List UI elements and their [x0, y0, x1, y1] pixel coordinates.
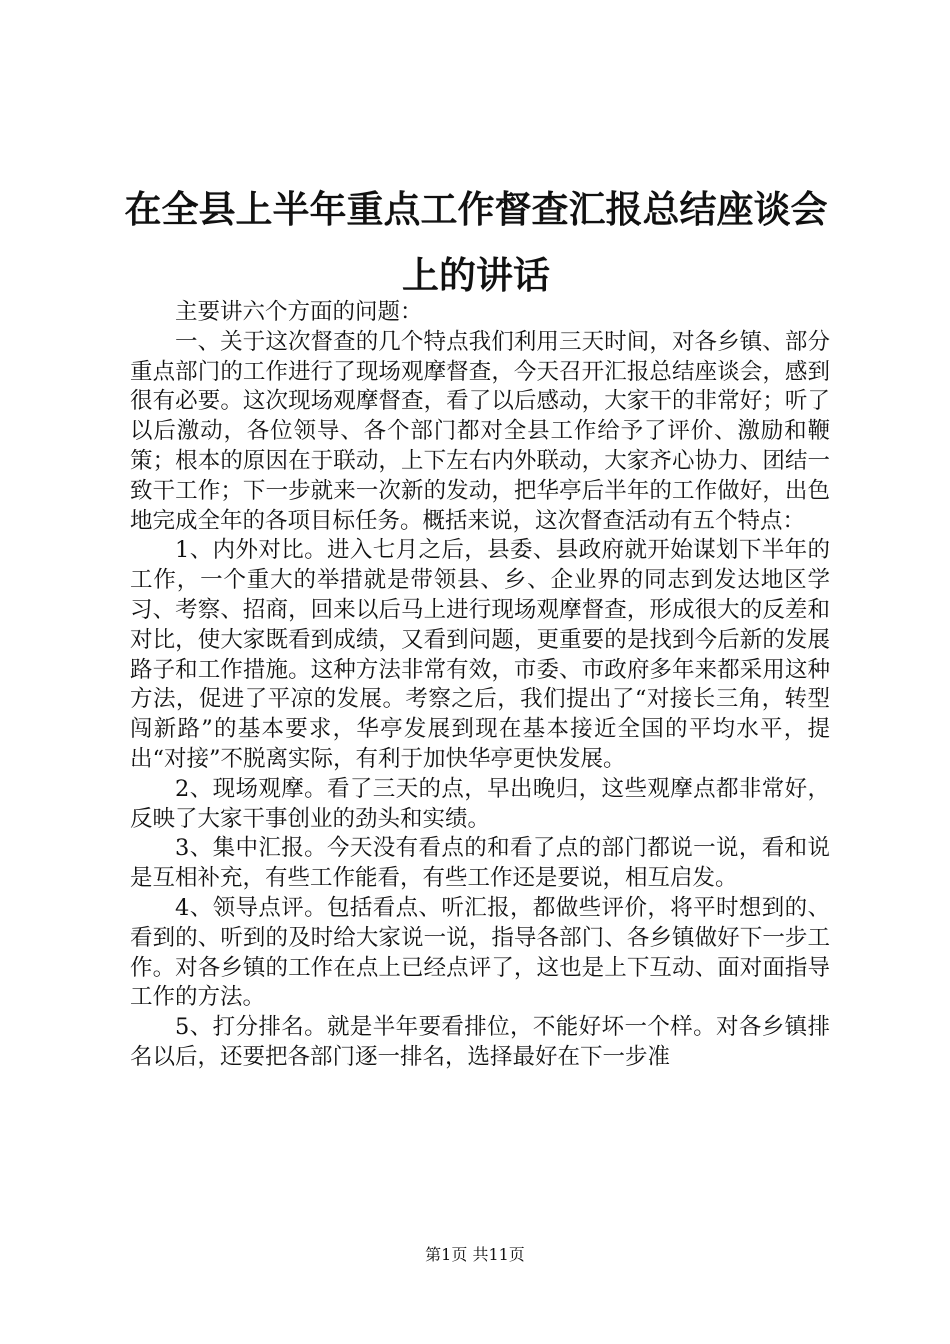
- paragraph-section-one: 一、关于这次督查的几个特点我们利用三天时间，对各乡镇、部分重点部门的工作进行了现场观摩督查，今天召开汇报总结座谈会，感到很有必要。这次现场观摩督查，看了以后感动，大家干的非常好；听了以后激动，各位领导、各个部门都对全县工作给予了评价、激励和鞭策；根本的原因在于联动，上下左右内外联动，大家齐心协力、团结一致干工作；下一步就来一次新的发动，把华亭后半年的工作做好，出色地完成全年的各项目标任务。概括来说，这次督查活动有五个特点：: [130, 328, 830, 534]
- document-title: 在全县上半年重点工作督查汇报总结座谈会上的讲话: [124, 187, 828, 297]
- paragraph-point-4: 4、领导点评。包括看点、听汇报，都做些评价，将平时想到的、看到的、听到的及时给大家说一说，指导各部门、各乡镇做好下一步工作。对各乡镇的工作在点上已经点评了，这也是上下互动、面对面指导工作的方法。: [130, 894, 830, 1011]
- paragraph-intro: 主要讲六个方面的问题：: [175, 299, 423, 325]
- paragraph-point-1: 1、内外对比。进入七月之后，县委、县政府就开始谋划下半年的工作，一个重大的举措就是带领县、乡、企业界的同志到发达地区学习、考察、招商，回来以后马上进行现场观摩督查，形成很大的反差和对比，使大家既看到成绩，又看到问题，更重要的是找到今后新的发展路子和工作措施。这种方法非常有效，市委、市政府多年来都采用这种方法，促进了平凉的发展。考察之后，我们提出了“对接长三角，转型闯新路”的基本要求，华亭发展到现在基本接近全国的平均水平，提出“对接”不脱离实际，有利于加快华亭更快发展。: [130, 537, 830, 772]
- document-body: [130, 298, 830, 1073]
- paragraph-point-2: 2、现场观摩。看了三天的点，早出晚归，这些观摩点都非常好，反映了大家干事创业的劲头和实绩。: [130, 775, 830, 832]
- page-number-footer: 第1页 共11页: [425, 1245, 525, 1264]
- paragraph-point-5: 5、打分排名。就是半年要看排位，不能好坏一个样。对各乡镇排名以后，还要把各部门逐一排名，选择最好在下一步准: [130, 1014, 830, 1070]
- paragraph-point-3: 3、集中汇报。今天没有看点的和看了点的部门都说一说，看和说是互相补充，有些工作能看，有些工作还是要说，相互启发。: [130, 835, 830, 892]
